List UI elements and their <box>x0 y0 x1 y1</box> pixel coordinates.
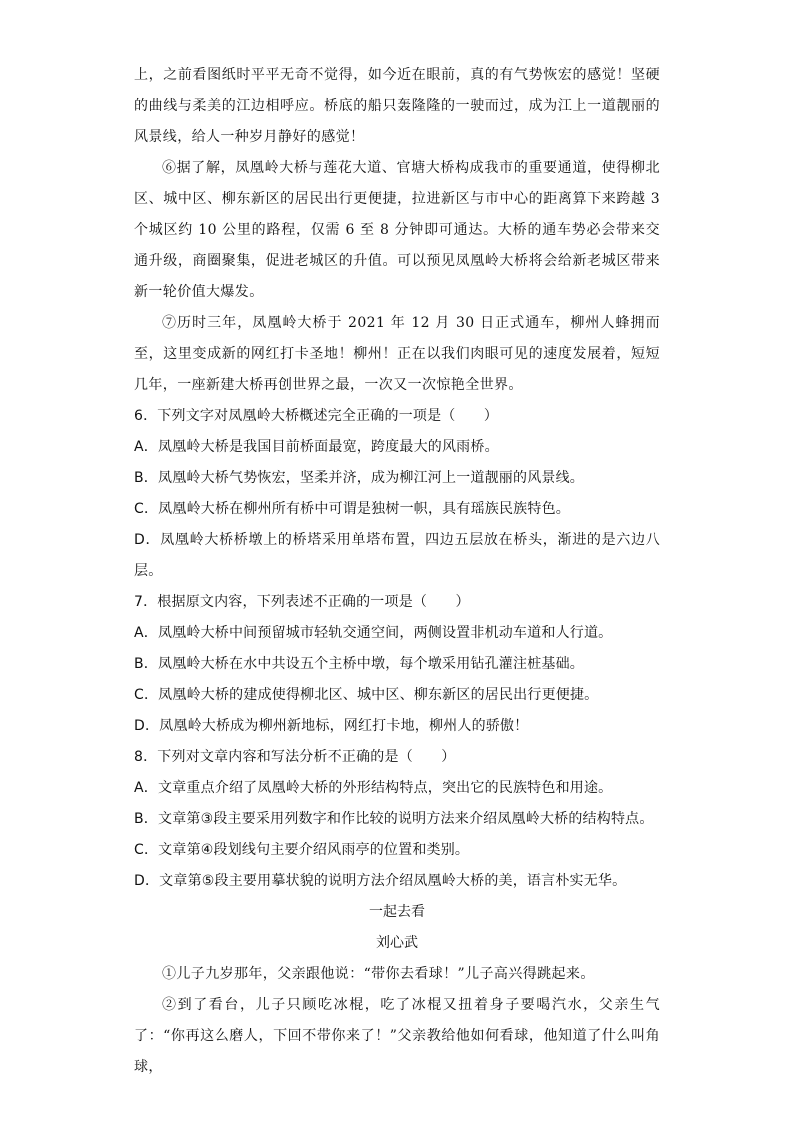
option-d: D．凤凰岭大桥成为柳州新地标，网红打卡地，柳州人的骄傲！ <box>134 718 529 734</box>
exam-page <box>134 60 660 1083</box>
option-c: C．凤凰岭大桥的建成使得柳北区、城中区、柳东新区的居民出行更便捷。 <box>134 687 599 703</box>
question-stem: 7．根据原文内容，下列表述不正确的一项是（ ） <box>134 594 470 610</box>
option-a: A．凤凰岭大桥是我国目前桥面最宽，跨度最大的风雨桥。 <box>134 439 499 455</box>
option-d: D．文章第⑤段主要用摹状貌的说明方法介绍凤凰岭大桥的美，语言朴实无华。 <box>134 873 627 889</box>
paragraph-6: ⑥据了解，凤凰岭大桥与莲花大道、官塘大桥构成我市的重要通道，使得柳北区、城中区、柳东新区的居民出行更便捷，拉进新区与市中心的距离算下来跨越 3 个城区约 10 公里的路程，仅需 6 至 8 分钟即可通达。大桥的通车势必会带来交通升级，商圈聚集，促进老城区的升值。可以预见凤凰岭大桥将会给新老城区带来新一轮价值大爆发。 <box>134 160 660 300</box>
question-7 <box>134 587 660 742</box>
question-6 <box>134 401 660 587</box>
paragraph-2: ②到了看台，儿子只顾吃冰棍，吃了冰棍又扭着身子要喝汽水，父亲生气了：“你再这么磨人，下回不带你来了！”父亲教给他如何看球，他知道了什么叫角球， <box>134 997 660 1075</box>
option-c: C．凤凰岭大桥在柳州所有桥中可谓是独树一帜，具有瑶族民族特色。 <box>134 501 570 517</box>
option-d: D．凤凰岭大桥桥墩上的桥塔采用单塔布置，四边五层放在桥头，渐进的是六边八层。 <box>134 532 660 579</box>
question-stem: 8．下列对文章内容和写法分析不正确的是（ ） <box>134 749 456 765</box>
paragraph-continued: 上，之前看图纸时平平无奇不觉得，如今近在眼前，真的有气势恢宏的感觉！坚硬的曲线与柔美的江边相呼应。桥底的船只轰隆隆的一驶而过，成为江上一道靓丽的风景线，给人一种岁月静好的感觉！ <box>134 67 660 145</box>
option-b: B．文章第③段主要采用列数字和作比较的说明方法来介绍凤凰岭大桥的结构特点。 <box>134 811 654 827</box>
passage-one <box>134 60 660 401</box>
question-stem: 6．下列文字对凤凰岭大桥概述完全正确的一项是（ ） <box>134 408 499 424</box>
option-a: A．文章重点介绍了凤凰岭大桥的外形结构特点，突出它的民族特色和用途。 <box>134 780 613 796</box>
passage-title: 一起去看 <box>369 904 425 920</box>
option-a: A．凤凰岭大桥中间预留城市轻轨交通空间，两侧设置非机动车道和人行道。 <box>134 625 613 641</box>
paragraph-1: ①儿子九岁那年，父亲跟他说：“带你去看球！”儿子高兴得跳起来。 <box>162 966 595 982</box>
option-b: B．凤凰岭大桥在水中共设五个主桥中墩，每个墩采用钻孔灌注桩基础。 <box>134 656 585 672</box>
passage-two <box>134 897 660 1083</box>
question-8 <box>134 742 660 897</box>
paragraph-7: ⑦历时三年，凤凰岭大桥于 2021 年 12 月 30 日正式通车，柳州人蜂拥而至，这里变成新的网红打卡圣地！柳州！正在以我们肉眼可见的速度发展着，短短几年，一座新建大桥再创世界之最，一次又一次惊艳全世界。 <box>134 315 660 393</box>
passage-author: 刘心武 <box>376 935 418 951</box>
option-b: B．凤凰岭大桥气势恢宏，坚柔并济，成为柳江河上一道靓丽的风景线。 <box>134 470 585 486</box>
option-c: C．文章第④段划线句主要介绍风雨亭的位置和类别。 <box>134 842 470 858</box>
